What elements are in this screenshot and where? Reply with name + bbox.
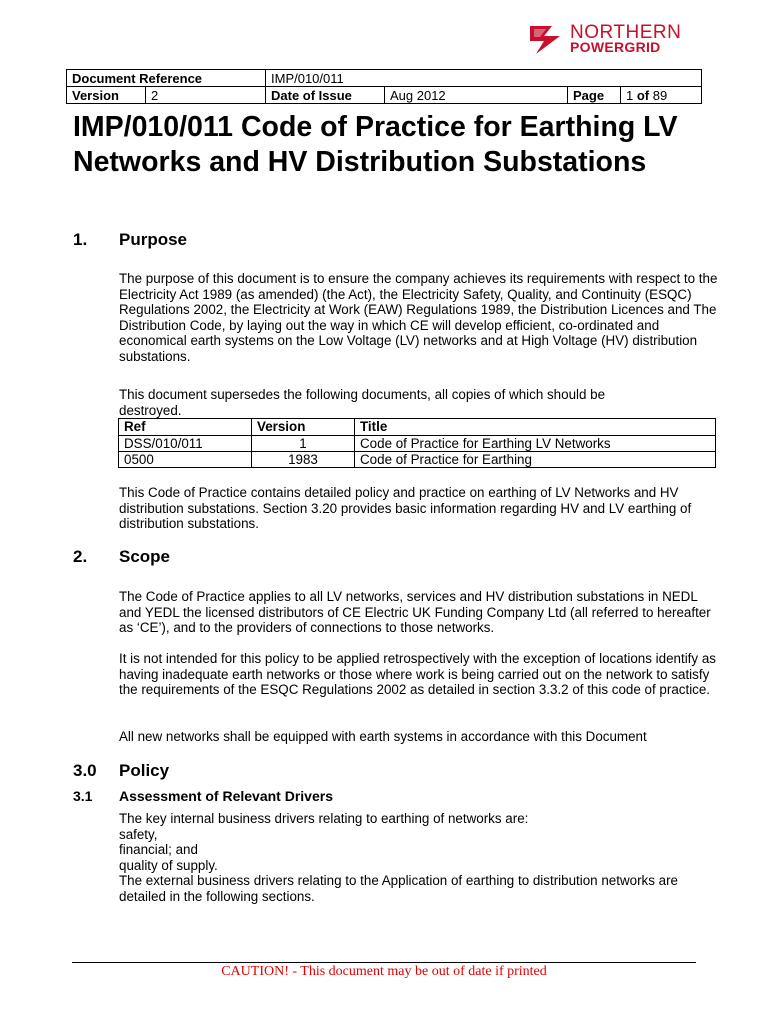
caution-footer: CAUTION! - This document may be out of date if printed [221,964,547,979]
page-label: Page [568,87,621,104]
external-drivers-line: The external business drivers relating to the Application of earthing to distribution networks are detailed in the following sections. [119,873,678,904]
date-of-issue-value: Aug 2012 [385,87,568,104]
row-1-title: Code of Practice for Earthing LV Networks [355,436,716,452]
section-1-heading: Purpose [119,230,188,249]
section-1-number: 1. [73,230,88,249]
row-2-version: 1983 [252,452,355,468]
logo-line-1: NORTHERN [570,22,682,43]
section-2-heading: Scope [119,547,171,566]
doc-ref-value: IMP/010/011 [266,70,702,87]
table-row [119,436,716,452]
purpose-paragraph-1: The purpose of this document is to ensure the company achieves its requirements with respect to the Electricity Act 1989 (as amended) (the Act), the Electricity Safety, Quality, and Continuity (ESQC) Regulations 2002, the Electricity at Work (EAW) Regulations 1989, the Distribution Licences and The Distribution Code, by laying out the way in which CE will develop efficient, co-ordinated and economical earth systems on the Low Voltage (LV) networks and at High Voltage (HV) distribution substations. [119,271,718,364]
row-2-ref: 0500 [119,452,252,468]
scope-paragraph-1: The Code of Practice applies to all LV networks, services and HV distribution substations in NEDL and YEDL the licensed distributors of CE Electric UK Funding Company Ltd (all referred to hereafter as ‘CE’), and to the providers of connections to those networks. [119,589,711,636]
row-1-ref: DSS/010/011 [119,436,252,452]
section-3-1-heading: Assessment of Relevant Drivers [119,788,333,804]
page-total: 89 [652,87,668,103]
section-3-1-number: 3.1 [73,788,93,804]
scope-paragraph-3: All new networks shall be equipped with earth systems in accordance with this Document [119,729,647,744]
col-ref-header: Ref [119,419,252,436]
row-1-version: 1 [252,436,355,452]
logo-line-2: POWERGRID [570,39,661,55]
list-item: financial; and [119,842,198,858]
page-current: 1 [626,87,634,103]
powergrid-logo-icon [530,24,562,54]
row-2-title: Code of Practice for Earthing [355,452,716,468]
drivers-list [119,811,719,905]
doc-ref-label: Document Reference [67,70,266,87]
table-row [119,452,716,468]
table-header-row [119,419,716,436]
document-header-table [66,69,702,104]
page-number [621,87,702,104]
section-3-heading: Policy [119,761,170,780]
footer-divider [72,962,696,963]
col-version-header: Version [252,419,355,436]
list-item: quality of supply. [119,857,218,873]
section-3-number: 3.0 [73,761,97,780]
version-value: 2 [145,87,265,104]
superseded-documents-table [118,418,716,468]
purpose-paragraph-3: This Code of Practice contains detailed policy and practice on earthing of LV Networks and HV distribution substations. Section 3.20 provides basic information regarding HV and LV earthing of distribution substations. [119,485,692,532]
section-2-number: 2. [73,547,88,566]
col-title-header: Title [355,419,716,436]
date-of-issue-label: Date of Issue [266,87,385,104]
page-of: of [636,87,650,103]
version-label: Version [67,87,146,104]
northern-powergrid-logo [530,22,710,56]
scope-paragraph-2: It is not intended for this policy to be applied retrospectively with the exception of locations identify as having inadequate earth networks or those where work is being carried out on the network to satisfy the requirements of the ESQC Regulations 2002 as detailed in section 3.3.2 of this code of practice. [119,651,716,698]
document-title: IMP/010/011 Code of Practice for Earthing LV Networks and HV Distribution Substations [73,111,678,178]
purpose-paragraph-2: This document supersedes the following documents, all copies of which should be destroyed. [119,387,606,418]
drivers-intro-line: The key internal business drivers relating to earthing of networks are: [119,811,529,826]
list-item: safety, [119,826,158,842]
